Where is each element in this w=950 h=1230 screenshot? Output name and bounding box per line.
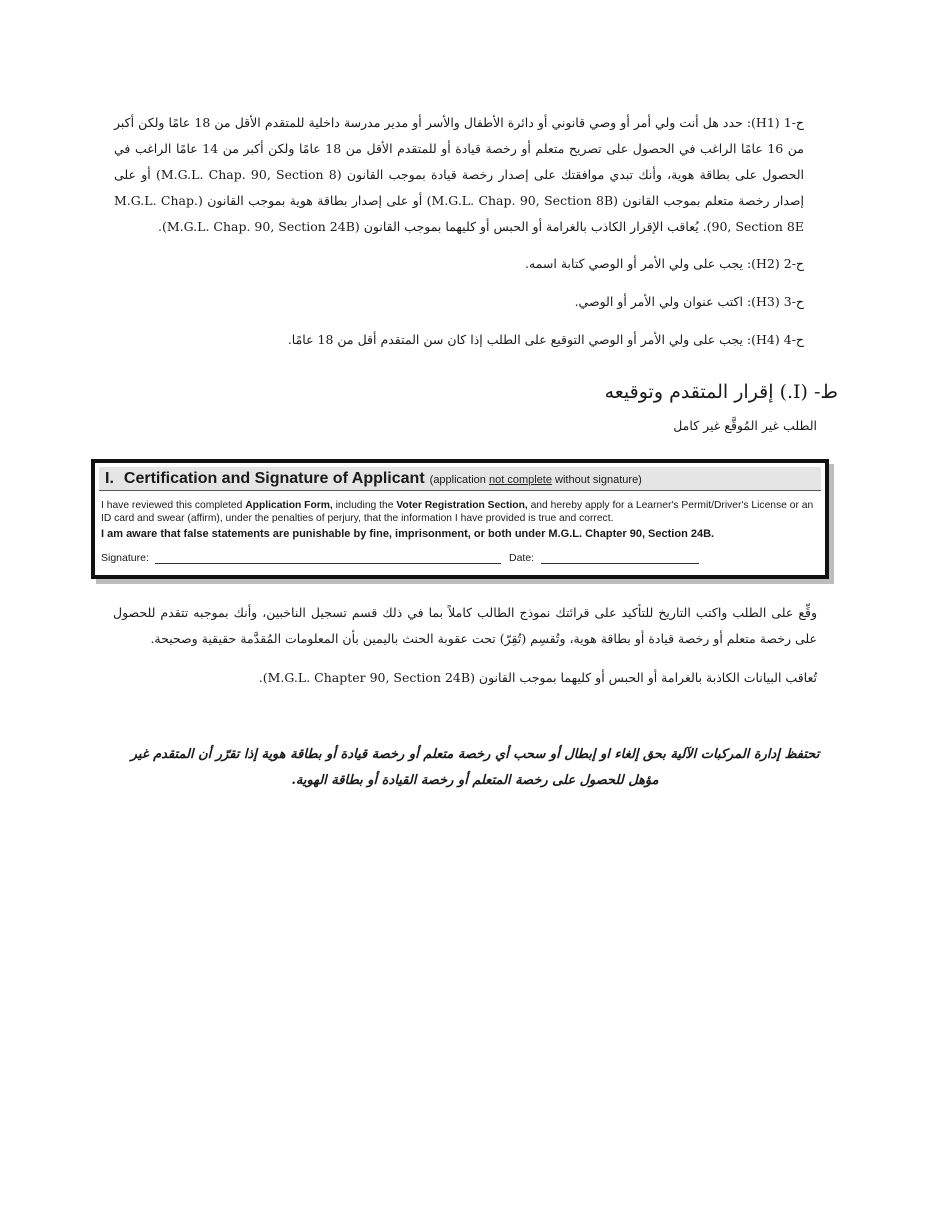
revocation-warning: تحتفظ إدارة المركبات الآلية بحق إلغاء او إبطال أو سحب أي رخصة متعلم أو رخصة قيادة أو بطاقة هوية إذا تقرّر أن المتقدم غير مؤهل للحصول على رخصة المتعلم أو رخصة القيادة أو بطاقة الهوية. <box>130 747 820 788</box>
form-title: Certification and Signature of Applicant <box>123 470 425 487</box>
form-note: (application not complete without signature) <box>429 474 642 486</box>
instruction-paragraph: وقِّع على الطلب واكتب التاريخ للتأكيد على قرائتك نموذج الطالب كاملاً بما في ذلك قسم تسجيل الناخبين، وأنك بموجبه تتقدم للحصول على رخصة متعلم أو رخصة قيادة أو بطاقة هوية، وتُقسِم (تُقِرّ) تحت عقوبة الحنث باليمين بأن المعلومات المُقدَّمة حقيقية وصحيحة. <box>113 605 817 646</box>
h1-paragraph: ح-1 (H1): حدد هل أنت ولي أمر أو وصي قانوني أو دائرة الأطفال والأسر أو مدير مدرسة داخلية للمتقدم الأقل من 18 عامًا ولكن أكبر من 16 عامًا الراغب في الحصول على تصريح متعلم أو رخصة قيادة أو للمتقدم الأقل من 18 عامًا ولكن أكبر من 14 عامًا الراغب في الحصول على بطاقة هوية، وأنك تبدي موافقتك على إصدار رخصة قيادة بموجب القانون (M.G.L. Chap. 90, Section 8) أو على إصدار رخصة متعلم بموجب القانون (M.G.L. Chap. 90, Section 8B) أو على إصدار بطاقة هوية بموجب القانون (M.G.L. Chap. 90, Section 8E). يُعاقب الإقرار الكاذب بالغرامة أو الحبس أو كليهما بموجب القانون (M.G.L. Chap. 90, Section 24B). <box>114 115 805 234</box>
section-subtitle: الطلب غير المُوقَّع غير كامل <box>673 418 817 433</box>
signature-row <box>101 552 819 566</box>
certification-form-image <box>91 459 829 579</box>
penalty-paragraph: تُعاقب البيانات الكاذبة بالغرامة أو الحبس أو كليهما بموجب القانون (M.G.L. Chapter 90, Section 24B). <box>258 670 817 685</box>
form-penalty-statement: I am aware that false statements are punishable by fine, imprisonment, or both under M.G.L. Chapter 90, Section 24B. <box>101 528 715 540</box>
date-line <box>541 563 699 564</box>
form-statement: I have reviewed this completed Application Form, including the Voter Registration Section, and hereby apply for a Learner's Permit/Driver's License or an ID card and swear (affirm), under the penalties of perjury, that the information I have provided is true and correct. <box>101 500 814 524</box>
form-header <box>99 467 821 491</box>
h3-item: ح-3 (H3): اكتب عنوان ولي الأمر أو الوصي. <box>574 294 804 309</box>
date-label: Date: <box>509 552 535 564</box>
form-section-number: I. <box>105 470 114 487</box>
signature-label: Signature: <box>101 552 149 564</box>
h4-item: ح-4 (H4): يجب على ولي الأمر أو الوصي التوقيع على الطلب إذا كان سن المتقدم أقل من 18 عامًا. <box>287 332 804 347</box>
h2-item: ح-2 (H2): يجب على ولي الأمر أو الوصي كتابة اسمه. <box>525 256 804 271</box>
section-heading: ط- (I.) إقرار المتقدم وتوقيعه <box>604 381 838 403</box>
signature-line <box>155 563 501 564</box>
